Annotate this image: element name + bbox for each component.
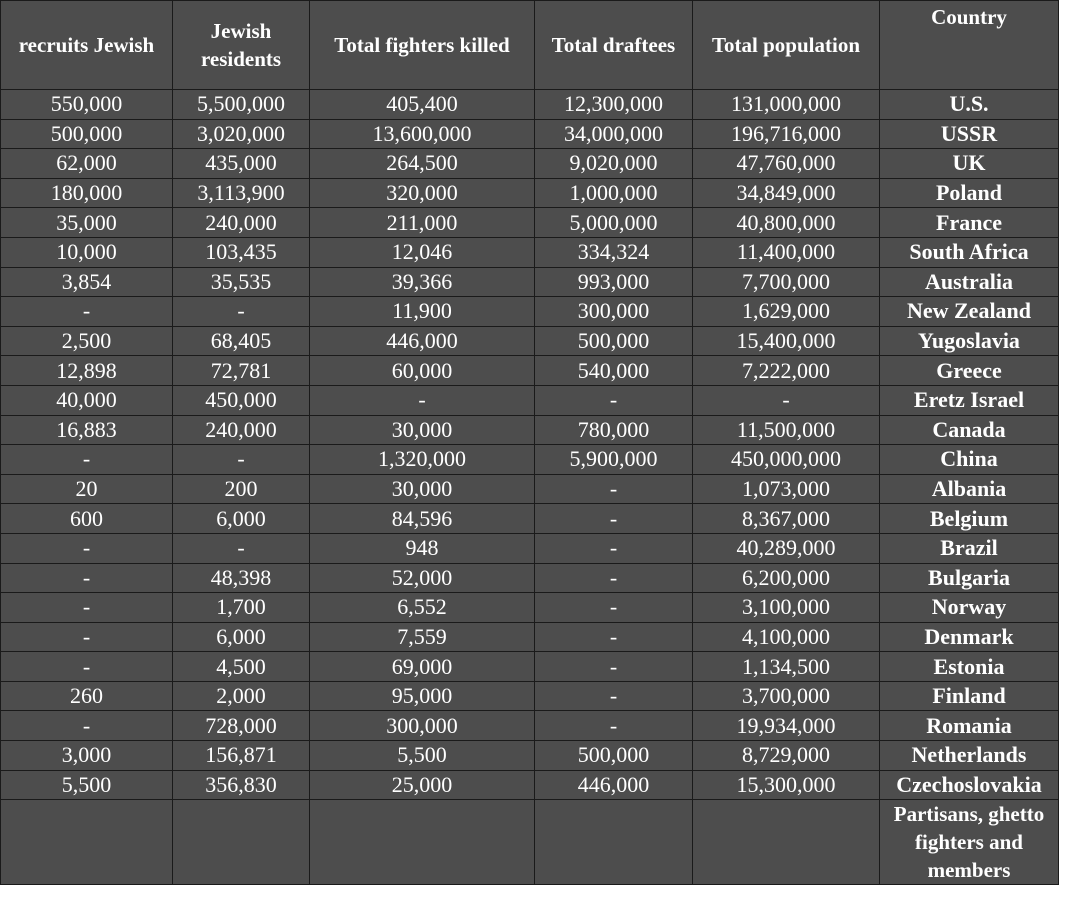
cell-total-fighters-killed: - [310, 385, 535, 415]
table-row [1, 593, 1059, 623]
cell-total-population: 11,400,000 [693, 237, 880, 267]
cell-recruits-jewish: 62,000 [1, 149, 173, 179]
cell-total-draftees: 5,900,000 [535, 445, 693, 475]
cell-recruits-jewish: 260 [1, 681, 173, 711]
cell-total-fighters-killed: 30,000 [310, 415, 535, 445]
cell-jewish-residents: 450,000 [173, 385, 310, 415]
table-row [1, 533, 1059, 563]
cell-country: Netherlands [880, 741, 1059, 771]
cell-total-population: 11,500,000 [693, 415, 880, 445]
cell-jewish-residents: 728,000 [173, 711, 310, 741]
cell-jewish-residents: 6,000 [173, 504, 310, 534]
cell-total-draftees: - [535, 681, 693, 711]
cell-jewish-residents: 200 [173, 474, 310, 504]
cell-country: Finland [880, 681, 1059, 711]
cell-recruits-jewish: 500,000 [1, 119, 173, 149]
table-row [1, 326, 1059, 356]
cell-total-population: 1,073,000 [693, 474, 880, 504]
cell-country: Albania [880, 474, 1059, 504]
cell-jewish-residents: - [173, 533, 310, 563]
cell-country: Poland [880, 178, 1059, 208]
cell-total-population: 3,100,000 [693, 593, 880, 623]
cell-total-draftees: - [535, 504, 693, 534]
cell-jewish-residents: 240,000 [173, 208, 310, 238]
cell-total-fighters-killed: 13,600,000 [310, 119, 535, 149]
table-header [1, 1, 1059, 90]
cell-total-population: - [693, 385, 880, 415]
cell-total-fighters-killed: 60,000 [310, 356, 535, 386]
cell-total-draftees: - [535, 652, 693, 682]
cell-total-draftees: - [535, 563, 693, 593]
cell-jewish-residents: 103,435 [173, 237, 310, 267]
cell-total-fighters-killed: 405,400 [310, 90, 535, 120]
cell-total-population: 131,000,000 [693, 90, 880, 120]
cell-total-draftees: - [535, 474, 693, 504]
cell-total-fighters-killed: 12,046 [310, 237, 535, 267]
cell-jewish-residents: 5,500,000 [173, 90, 310, 120]
cell-total-population: 40,800,000 [693, 208, 880, 238]
cell-total-fighters-killed: 11,900 [310, 297, 535, 327]
table-row [1, 90, 1059, 120]
cell-jewish-residents: 356,830 [173, 770, 310, 800]
cell-total-population: 7,222,000 [693, 356, 880, 386]
cell-country: UK [880, 149, 1059, 179]
header-jewish-residents-label: Jewish residents [200, 19, 282, 71]
table-row [1, 119, 1059, 149]
cell-jewish-residents: - [173, 445, 310, 475]
cell-total-fighters-killed: 95,000 [310, 681, 535, 711]
table-row [1, 504, 1059, 534]
cell-total-draftees: 5,000,000 [535, 208, 693, 238]
cell-total-draftees: 540,000 [535, 356, 693, 386]
cell-total-population: 1,629,000 [693, 297, 880, 327]
cell-total-fighters-killed: 211,000 [310, 208, 535, 238]
cell-total-fighters-killed: 69,000 [310, 652, 535, 682]
cell-jewish-residents: 35,535 [173, 267, 310, 297]
table-body [1, 90, 1059, 885]
cell-recruits-jewish: - [1, 711, 173, 741]
footer-cell-total-draftees [535, 800, 693, 885]
cell-total-fighters-killed: 25,000 [310, 770, 535, 800]
cell-total-fighters-killed: 52,000 [310, 563, 535, 593]
cell-country: Yugoslavia [880, 326, 1059, 356]
cell-jewish-residents: 435,000 [173, 149, 310, 179]
cell-total-population: 450,000,000 [693, 445, 880, 475]
table-row [1, 237, 1059, 267]
cell-country: Greece [880, 356, 1059, 386]
cell-total-population: 8,729,000 [693, 741, 880, 771]
cell-recruits-jewish: - [1, 533, 173, 563]
cell-total-population: 15,400,000 [693, 326, 880, 356]
cell-recruits-jewish: - [1, 563, 173, 593]
cell-total-population: 1,134,500 [693, 652, 880, 682]
footer-row [1, 800, 1059, 885]
cell-country: Bulgaria [880, 563, 1059, 593]
cell-total-population: 3,700,000 [693, 681, 880, 711]
cell-total-draftees: 334,324 [535, 237, 693, 267]
cell-recruits-jewish: 3,000 [1, 741, 173, 771]
header-total-population: Total population [693, 1, 880, 90]
cell-total-fighters-killed: 1,320,000 [310, 445, 535, 475]
cell-total-draftees: 300,000 [535, 297, 693, 327]
table-row [1, 741, 1059, 771]
cell-recruits-jewish: - [1, 297, 173, 327]
cell-total-draftees: - [535, 622, 693, 652]
cell-total-fighters-killed: 6,552 [310, 593, 535, 623]
cell-country: Eretz Israel [880, 385, 1059, 415]
table-row [1, 356, 1059, 386]
footer-cell-total-population [693, 800, 880, 885]
cell-country: Canada [880, 415, 1059, 445]
cell-jewish-residents: 1,700 [173, 593, 310, 623]
cell-jewish-residents: 2,000 [173, 681, 310, 711]
cell-country: China [880, 445, 1059, 475]
cell-country: South Africa [880, 237, 1059, 267]
table-row [1, 474, 1059, 504]
cell-total-population: 6,200,000 [693, 563, 880, 593]
table-row [1, 297, 1059, 327]
cell-recruits-jewish: 3,854 [1, 267, 173, 297]
cell-country: Estonia [880, 652, 1059, 682]
cell-recruits-jewish: - [1, 652, 173, 682]
cell-total-draftees: 9,020,000 [535, 149, 693, 179]
cell-total-draftees: 500,000 [535, 326, 693, 356]
cell-total-population: 34,849,000 [693, 178, 880, 208]
cell-recruits-jewish: 550,000 [1, 90, 173, 120]
table-row [1, 415, 1059, 445]
cell-total-population: 4,100,000 [693, 622, 880, 652]
cell-recruits-jewish: 35,000 [1, 208, 173, 238]
table-row [1, 681, 1059, 711]
header-jewish-residents [173, 1, 310, 90]
cell-jewish-residents: 72,781 [173, 356, 310, 386]
cell-recruits-jewish: 2,500 [1, 326, 173, 356]
table-row [1, 711, 1059, 741]
cell-recruits-jewish: 20 [1, 474, 173, 504]
cell-jewish-residents: - [173, 297, 310, 327]
cell-total-draftees: 34,000,000 [535, 119, 693, 149]
cell-jewish-residents: 3,020,000 [173, 119, 310, 149]
footer-cell-total-fighters-killed [310, 800, 535, 885]
cell-total-draftees: 780,000 [535, 415, 693, 445]
cell-country: U.S. [880, 90, 1059, 120]
cell-total-fighters-killed: 5,500 [310, 741, 535, 771]
table-row [1, 178, 1059, 208]
table-row [1, 267, 1059, 297]
cell-recruits-jewish: 600 [1, 504, 173, 534]
cell-jewish-residents: 48,398 [173, 563, 310, 593]
cell-jewish-residents: 68,405 [173, 326, 310, 356]
cell-country: Brazil [880, 533, 1059, 563]
cell-total-fighters-killed: 264,500 [310, 149, 535, 179]
cell-recruits-jewish: - [1, 622, 173, 652]
header-row [1, 1, 1059, 90]
cell-total-fighters-killed: 39,366 [310, 267, 535, 297]
table-row [1, 622, 1059, 652]
cell-recruits-jewish: 40,000 [1, 385, 173, 415]
cell-total-fighters-killed: 446,000 [310, 326, 535, 356]
cell-country: Australia [880, 267, 1059, 297]
footer-cell-country: Partisans, ghetto fighters and members [880, 800, 1059, 885]
cell-total-population: 196,716,000 [693, 119, 880, 149]
table-row [1, 563, 1059, 593]
cell-recruits-jewish: 180,000 [1, 178, 173, 208]
cell-country: France [880, 208, 1059, 238]
cell-country: Norway [880, 593, 1059, 623]
cell-jewish-residents: 240,000 [173, 415, 310, 445]
table-row [1, 149, 1059, 179]
table-row [1, 385, 1059, 415]
cell-total-population: 47,760,000 [693, 149, 880, 179]
table-row [1, 445, 1059, 475]
table-row [1, 770, 1059, 800]
cell-total-population: 40,289,000 [693, 533, 880, 563]
cell-total-draftees: 500,000 [535, 741, 693, 771]
cell-country: New Zealand [880, 297, 1059, 327]
cell-total-draftees: - [535, 385, 693, 415]
header-total-fighters-killed: Total fighters killed [310, 1, 535, 90]
cell-total-fighters-killed: 300,000 [310, 711, 535, 741]
cell-jewish-residents: 6,000 [173, 622, 310, 652]
cell-country: Romania [880, 711, 1059, 741]
cell-recruits-jewish: 10,000 [1, 237, 173, 267]
cell-total-draftees: 446,000 [535, 770, 693, 800]
cell-jewish-residents: 156,871 [173, 741, 310, 771]
footer-cell-jewish-residents [173, 800, 310, 885]
cell-total-fighters-killed: 320,000 [310, 178, 535, 208]
cell-total-fighters-killed: 30,000 [310, 474, 535, 504]
cell-country: Denmark [880, 622, 1059, 652]
footer-cell-recruits-jewish [1, 800, 173, 885]
cell-total-draftees: - [535, 711, 693, 741]
cell-recruits-jewish: 5,500 [1, 770, 173, 800]
cell-total-draftees: 12,300,000 [535, 90, 693, 120]
cell-total-population: 19,934,000 [693, 711, 880, 741]
cell-recruits-jewish: 16,883 [1, 415, 173, 445]
cell-recruits-jewish: - [1, 445, 173, 475]
cell-jewish-residents: 4,500 [173, 652, 310, 682]
cell-total-population: 7,700,000 [693, 267, 880, 297]
cell-total-fighters-killed: 948 [310, 533, 535, 563]
table-row [1, 652, 1059, 682]
cell-total-draftees: 993,000 [535, 267, 693, 297]
cell-total-population: 8,367,000 [693, 504, 880, 534]
cell-total-draftees: - [535, 593, 693, 623]
header-country: Country [880, 1, 1059, 90]
cell-total-fighters-killed: 7,559 [310, 622, 535, 652]
cell-recruits-jewish: 12,898 [1, 356, 173, 386]
cell-country: Czechoslovakia [880, 770, 1059, 800]
cell-total-draftees: - [535, 533, 693, 563]
cell-total-fighters-killed: 84,596 [310, 504, 535, 534]
cell-country: Belgium [880, 504, 1059, 534]
cell-total-population: 15,300,000 [693, 770, 880, 800]
table-row [1, 208, 1059, 238]
cell-total-draftees: 1,000,000 [535, 178, 693, 208]
header-recruits-jewish: recruits Jewish [1, 1, 173, 90]
cell-recruits-jewish: - [1, 593, 173, 623]
header-total-draftees: Total draftees [535, 1, 693, 90]
cell-jewish-residents: 3,113,900 [173, 178, 310, 208]
cell-country: USSR [880, 119, 1059, 149]
